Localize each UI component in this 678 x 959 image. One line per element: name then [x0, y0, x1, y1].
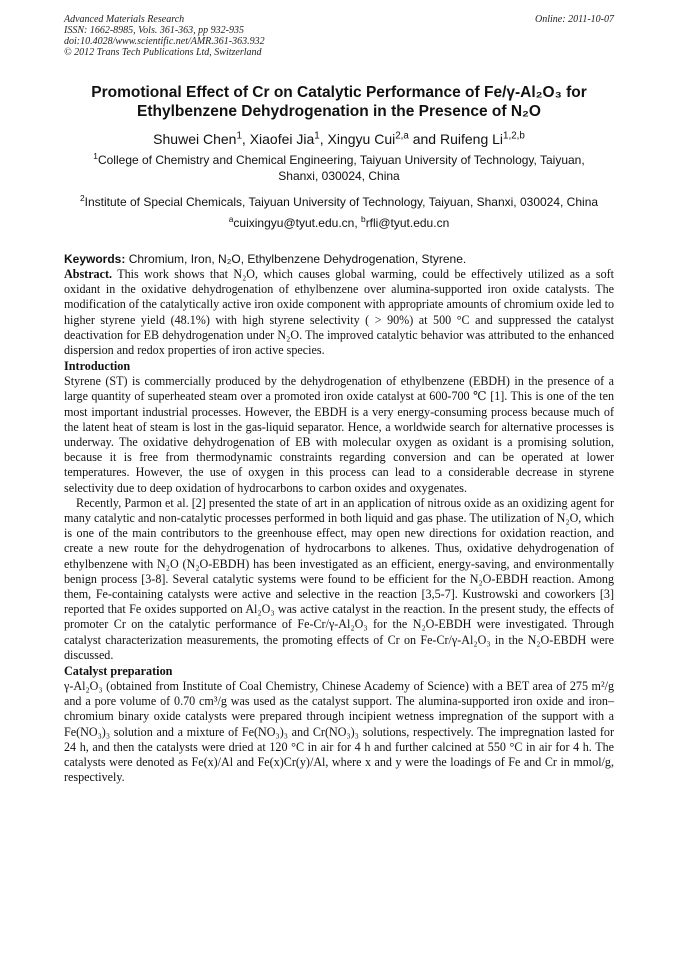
keywords	[64, 251, 614, 267]
author-affil-sup: 2,a	[395, 130, 409, 142]
email-sup: b	[361, 214, 366, 224]
paper-title	[64, 83, 614, 121]
title-line-1: Promotional Effect of Cr on Catalytic Performance of Fe/γ-Al₂O₃ for	[91, 84, 587, 101]
author-and: and	[408, 131, 440, 147]
author-affil-sup: 1,2,b	[503, 130, 525, 142]
abstract	[64, 267, 614, 358]
journal-header	[64, 14, 614, 58]
author-separator: ,	[319, 131, 328, 147]
author-separator: ,	[241, 131, 250, 147]
author-affil-sup: 1	[314, 130, 320, 142]
online-date: Online: 2011-10-07	[535, 14, 614, 25]
intro-paragraph-1: Styrene (ST) is commercially produced by the dehydrogenation of ethylbenzene (EBDH) in the presence of a large quantity of superheated steam over a promoted iron oxide catalyst at 600-700 ℃ [1]. This is one of the ten most important industrial processes. However, the EBDH is a very energy-consuming process because much of the latent heat of steam is lost in the gas-liquid separator. Hence, a worldwide search for alternative processes is underway. The oxidative dehydrogenation of EB with molecular oxygen as oxidant is a promising solution, because it is free from thermodynamic constraints regarding conversion and can be operated at lower temperatures. However, the use of oxygen in this process can lead to a considerable decrease in styrene selectivity due to deep oxidation of hydrocarbons to carbon oxides and oxygenates.	[64, 374, 614, 495]
issn-line: ISSN: 1662-8985, Vols. 361-363, pp 932-935	[64, 25, 244, 36]
intro-paragraph-2: Recently, Parmon et al. [2] presented the state of art in an application of nitrous oxide as an oxidizing agent for many catalytic and non-catalytic processes performed in both liquid and gas phase. The utilization of N₂O, which is one of the main contributors to the greenhouse effect, may open new directions for oxidation reaction, and create a new route for the dehydrogenation of hydrocarbons to alkenes. Thus, oxidative dehydrogenation of ethylbenzene with N₂O (N₂O-EBDH) has been investigated as an efficient, energy-saving, and environmentally benign process [3-8]. Several catalytic systems were found to be efficient for the N₂O-EBDH reaction. Among them, Fe-containing catalysts were active and selective in the reaction [3,5-7]. Kustrowski and coworkers [3] reported that Fe oxides supported on Al₂O₃ was active catalyst in the reaction. In the present study, the effects of promoter Cr on the catalytic performance of Fe-Cr/γ-Al₂O₃ for the N₂O-EBDH were investigated. Through catalyst characterization measurements, the promoting effects of Cr on Fe-Cr/γ-Al₂O₃ in the N₂O-EBDH were discussed.	[64, 495, 614, 662]
keywords-text: Chromium, Iron, N₂O, Ethylbenzene Dehydrogenation, Styrene.	[128, 252, 467, 266]
affiliation-sup: 1	[93, 151, 98, 161]
affiliation-1-line-1: College of Chemistry and Chemical Engineering, Taiyuan University of Technology, Taiyuan,	[97, 153, 585, 167]
abstract-label: Abstract.	[64, 267, 113, 281]
journal-name: Advanced Materials Research	[64, 14, 185, 25]
affiliation-1	[64, 152, 614, 184]
abstract-text: This work shows that N₂O, which causes global warming, could be effectively utilized as a soft oxidant in the oxidative dehydrogenation of ethylbenzene over alumina-supported iron oxide catalysts. The modification of the catalytically active iron oxide component with appropriate amounts of chromium oxide led to higher styrene yield (48.1%) with high styrene selectivity ( > 90%) at 500 °C and suppressed the catalyst deactivation for EB dehydrogenation under N₂O. The improved catalytic behavior was attributed to the enhanced dispersion and redox properties of iron active species.	[64, 267, 615, 358]
doi-line: doi:10.4028/www.scientific.net/AMR.361-363.932	[64, 36, 265, 47]
section-heading-introduction: Introduction	[64, 359, 131, 374]
keywords-label: Keywords:	[64, 252, 126, 266]
author-name: Ruifeng Li	[439, 131, 504, 147]
email-b[interactable]: rfli@tyut.edu.cn	[365, 216, 450, 230]
author-name: Xiaofei Jia	[249, 131, 315, 147]
affiliation-sup: 2	[79, 193, 85, 203]
affiliation-2-text: Institute of Special Chemicals, Taiyuan University of Technology, Taiyuan, Shanxi, 030024, China	[84, 195, 599, 209]
email-a[interactable]: cuixingyu@tyut.edu.cn	[233, 216, 355, 230]
copyright-line: © 2012 Trans Tech Publications Ltd, Switzerland	[64, 47, 262, 58]
catalyst-paragraph-1: γ-Al₂O₃ (obtained from Institute of Coal Chemistry, Chinese Academy of Science) with a BET area of 275 m²/g and a pore volume of 0.70 cm³/g was used as the catalyst support. The alumina-supported iron oxide and iron–chromium binary oxide catalysts were prepared through incipient wetness impregnation of the support with a Fe(NO₃)₃ solution and a mixture of Fe(NO₃)₃ and Cr(NO₃)₃ solutions, respectively. The impregnation lasted for 24 h, and then the catalysts were dried at 120 °C in air for 4 h and further calcined at 550 °C in air for 4 h. The catalysts were denoted as Fe(x)/Al and Fe(x)Cr(y)/Al, where x and y were the loadings of Fe and Cr in mmol/g, respectively.	[64, 679, 614, 785]
author-affil-sup: 1	[236, 130, 242, 142]
section-heading-catalyst-preparation: Catalyst preparation	[64, 664, 173, 679]
author-list	[64, 130, 614, 148]
title-line-2: Ethylbenzene Dehydrogenation in the Presence of N₂O	[137, 103, 541, 120]
author-name: Shuwei Chen	[153, 131, 237, 147]
author-name: Xingyu Cui	[327, 131, 396, 147]
email-sup: a	[228, 214, 234, 224]
affiliation-1-line-2: Shanxi, 030024, China	[278, 169, 400, 183]
author-emails	[64, 215, 614, 231]
email-separator: ,	[354, 216, 362, 230]
affiliation-2	[64, 194, 614, 210]
